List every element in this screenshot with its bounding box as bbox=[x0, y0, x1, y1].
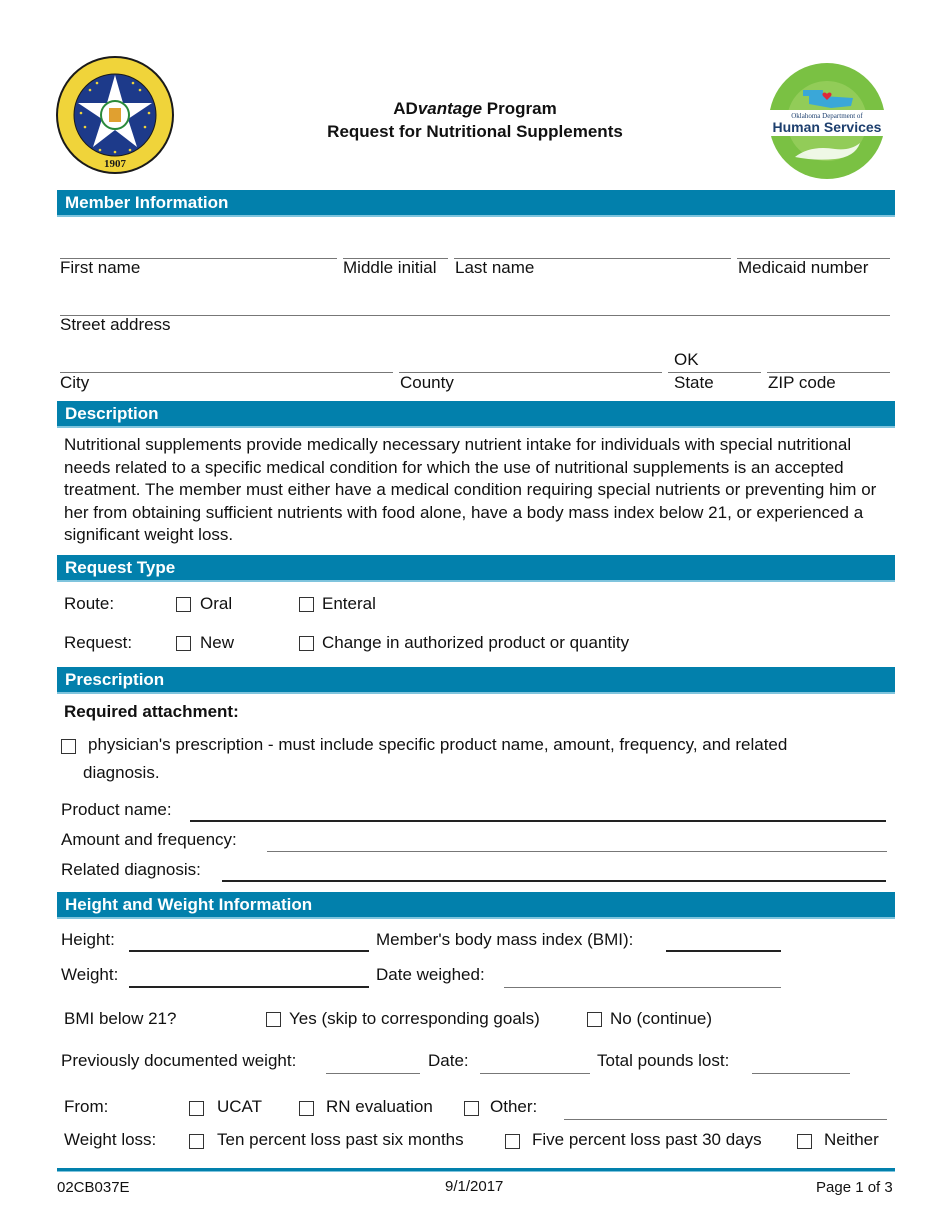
oral-checkbox[interactable] bbox=[176, 597, 191, 612]
ucat-label: UCAT bbox=[217, 1097, 263, 1116]
section-prescription: Prescription bbox=[57, 667, 895, 694]
total-pounds-lost-label: Total pounds lost: bbox=[597, 1051, 730, 1070]
request-label: Request: bbox=[64, 633, 133, 652]
section-member-information: Member Information bbox=[57, 190, 895, 217]
form-title: ADvantage Program bbox=[393, 99, 557, 118]
form-date: 9/1/2017 bbox=[445, 1178, 504, 1195]
new-request-checkbox[interactable] bbox=[176, 636, 191, 651]
svg-text:1907: 1907 bbox=[104, 158, 126, 170]
weight-field[interactable] bbox=[129, 986, 369, 988]
bmi-yes-checkbox[interactable] bbox=[266, 1012, 281, 1027]
state-label: State bbox=[674, 373, 714, 392]
enteral-label: Enteral bbox=[322, 594, 376, 613]
neither-checkbox[interactable] bbox=[797, 1134, 812, 1149]
city-field[interactable] bbox=[60, 372, 393, 373]
bmi-below-21-label: BMI below 21? bbox=[64, 1009, 177, 1028]
other-source-field[interactable] bbox=[564, 1119, 887, 1120]
page-number: Page 1 of 3 bbox=[816, 1179, 893, 1196]
physician-prescription-label: physician's prescription - must include specific product name, amount, frequency, and related bbox=[88, 735, 788, 754]
zip-code-label: ZIP code bbox=[768, 373, 836, 392]
description-text: Nutritional supplements provide medically necessary nutrient intake for individuals with special nutritional needs related to a specific medical condition for which the use of nutritional supplements is an accepted treatment. The member must either have a medical condition requiring special nutrients or preventing him or her from obtaining sufficient nutrients with food alone, have a body mass index below 21, or experienced a significant weight loss. bbox=[64, 435, 877, 544]
medicaid-number-label: Medicaid number bbox=[738, 258, 869, 277]
other-source-checkbox[interactable] bbox=[464, 1101, 479, 1116]
product-name-label: Product name: bbox=[61, 800, 172, 819]
ucat-checkbox[interactable] bbox=[189, 1101, 204, 1116]
middle-initial-label: Middle initial bbox=[343, 258, 437, 277]
form-subtitle: Request for Nutritional Supplements bbox=[327, 122, 623, 141]
oral-label: Oral bbox=[200, 594, 233, 613]
previous-date-field[interactable] bbox=[480, 1073, 590, 1074]
street-address-label: Street address bbox=[60, 315, 171, 334]
last-name-label: Last name bbox=[455, 258, 535, 277]
enteral-checkbox[interactable] bbox=[299, 597, 314, 612]
bmi-no-label: No (continue) bbox=[610, 1009, 713, 1028]
physician-prescription-checkbox[interactable] bbox=[61, 739, 76, 754]
dhs-logo-icon bbox=[765, 62, 890, 180]
county-label: County bbox=[400, 373, 454, 392]
bmi-yes-label: Yes (skip to corresponding goals) bbox=[289, 1009, 540, 1028]
route-label: Route: bbox=[64, 594, 115, 613]
bmi-label: Member's body mass index (BMI): bbox=[376, 930, 634, 949]
five-percent-label: Five percent loss past 30 days bbox=[532, 1130, 762, 1149]
change-request-label: Change in authorized product or quantity bbox=[322, 633, 630, 652]
ten-percent-label: Ten percent loss past six months bbox=[217, 1130, 464, 1149]
first-name-label: First name bbox=[60, 258, 141, 277]
from-label: From: bbox=[64, 1097, 109, 1116]
bmi-field[interactable] bbox=[666, 950, 781, 952]
total-pounds-lost-field[interactable] bbox=[752, 1073, 850, 1074]
new-request-label: New bbox=[200, 633, 235, 652]
physician-prescription-label-cont: diagnosis. bbox=[83, 763, 160, 782]
date-weighed-field[interactable] bbox=[504, 987, 781, 988]
height-field[interactable] bbox=[129, 950, 369, 952]
state-value: OK bbox=[674, 350, 699, 369]
related-diagnosis-field[interactable] bbox=[222, 880, 886, 882]
neither-label: Neither bbox=[824, 1130, 879, 1149]
related-diagnosis-label: Related diagnosis: bbox=[61, 860, 201, 879]
ten-percent-checkbox[interactable] bbox=[189, 1134, 204, 1149]
change-request-checkbox[interactable] bbox=[299, 636, 314, 651]
height-label: Height: bbox=[61, 930, 115, 949]
date-weighed-label: Date weighed: bbox=[376, 965, 485, 984]
previous-weight-label: Previously documented weight: bbox=[61, 1051, 297, 1070]
amount-frequency-label: Amount and frequency: bbox=[61, 830, 237, 849]
amount-frequency-field[interactable] bbox=[267, 851, 887, 852]
required-attachment-heading: Required attachment: bbox=[64, 702, 239, 721]
other-source-label: Other: bbox=[490, 1097, 538, 1116]
section-description: Description bbox=[57, 401, 895, 428]
section-height-weight: Height and Weight Information bbox=[57, 892, 895, 919]
weight-label: Weight: bbox=[61, 965, 119, 984]
product-name-field[interactable] bbox=[190, 820, 886, 822]
bmi-no-checkbox[interactable] bbox=[587, 1012, 602, 1027]
rn-evaluation-checkbox[interactable] bbox=[299, 1101, 314, 1116]
svg-text:Human Services: Human Services bbox=[772, 119, 882, 135]
street-address-field[interactable] bbox=[60, 315, 890, 316]
five-percent-checkbox[interactable] bbox=[505, 1134, 520, 1149]
previous-date-label: Date: bbox=[428, 1051, 469, 1070]
svg-text:Oklahoma Department of: Oklahoma Department of bbox=[791, 112, 863, 120]
city-label: City bbox=[60, 373, 90, 392]
human-services-logo bbox=[765, 62, 890, 180]
weight-loss-label: Weight loss: bbox=[64, 1130, 157, 1149]
footer-divider bbox=[57, 1168, 895, 1172]
previous-weight-field[interactable] bbox=[326, 1073, 420, 1074]
section-request-type: Request Type bbox=[57, 555, 895, 582]
form-id: 02CB037E bbox=[57, 1179, 130, 1196]
rn-evaluation-label: RN evaluation bbox=[326, 1097, 433, 1116]
